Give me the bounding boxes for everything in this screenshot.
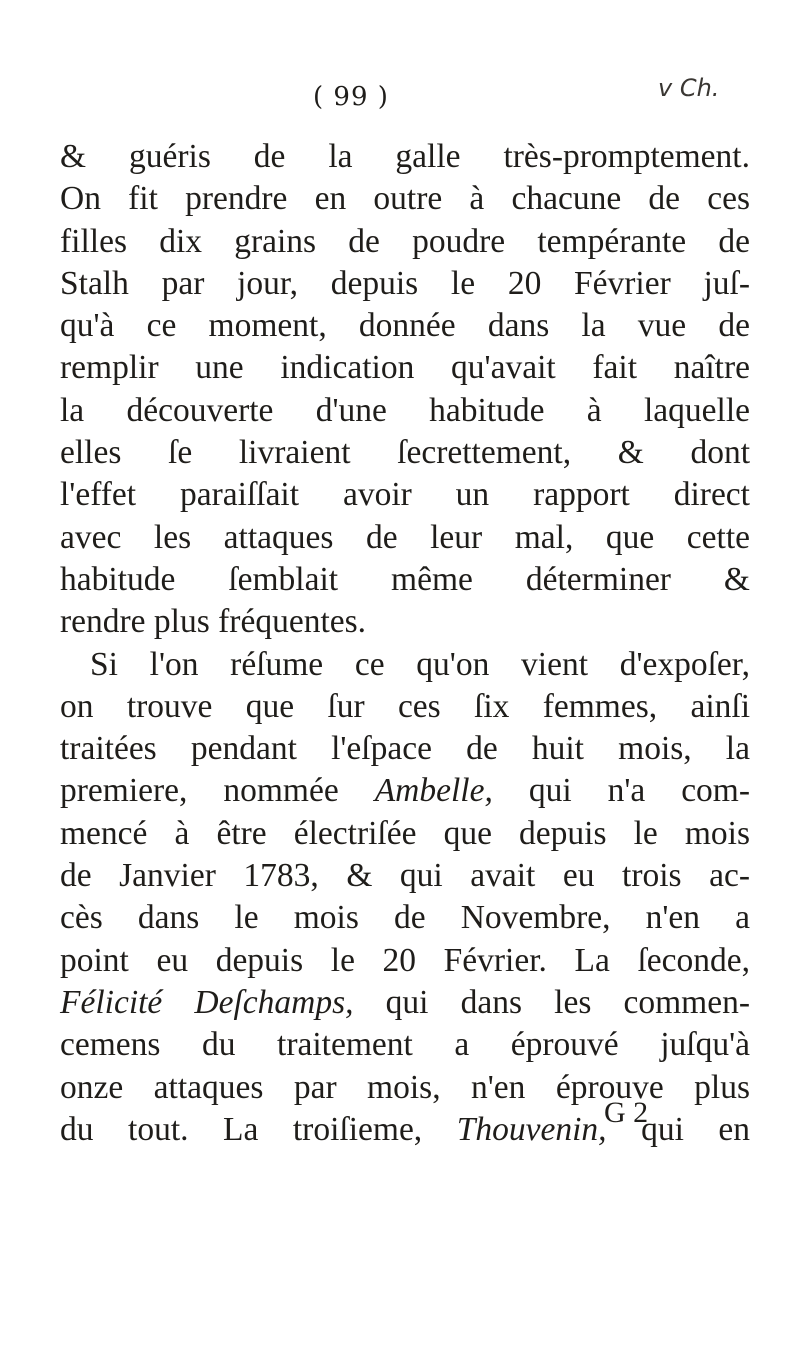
text-line — [60, 770, 750, 812]
text-line: onze attaques par mois, n'en éprouve plus — [60, 1068, 750, 1106]
text-line: la découverte d'une habitude à laquelle — [60, 391, 750, 429]
text-line: rendre plus fréquentes. — [60, 603, 367, 641]
text-line: l'effet paraiſſait avoir un rapport direct — [60, 476, 750, 514]
text-segment: qui en — [641, 1110, 751, 1148]
text-line: Stalh par jour, depuis le 20 Février juſ- — [60, 264, 750, 302]
text-line: Si l'on réſume ce qu'on vient d'expoſer, — [90, 645, 750, 683]
text-line: avec les attaques de leur mal, que cette — [60, 518, 750, 556]
text-line: de Janvier 1783, & qui avait eu trois ac- — [60, 857, 750, 895]
signature-mark: G 2 — [604, 1096, 649, 1129]
page-header — [0, 74, 800, 126]
text-line: mencé à être électriſée que depuis le mois — [60, 814, 750, 852]
text-line: habitude ſemblait même déterminer & — [60, 560, 750, 598]
text-line: filles dix grains de poudre tempérante de — [60, 222, 750, 260]
text-line: on trouve que ſur ces ſix femmes, ainſi — [60, 687, 750, 725]
person-name: Félicité Deſchamps, — [60, 983, 354, 1021]
body-text — [60, 136, 750, 1151]
text-segment: qui n'a com- — [528, 772, 751, 810]
text-segment: du tout. La troiſieme, — [60, 1110, 423, 1148]
handwritten-pencil-mark: v Ch. — [658, 74, 720, 102]
text-line: On fit prendre en outre à chacune de ces — [60, 180, 750, 218]
person-name: Thouvenin, — [456, 1110, 607, 1148]
page-number: ( 99 ) — [313, 82, 389, 112]
text-line: traitées pendant l'eſpace de huit mois, la — [60, 730, 750, 768]
text-line: point eu depuis le 20 Février. La ſeconde, — [60, 941, 750, 979]
text-line: cès dans le mois de Novembre, n'en a — [60, 899, 750, 937]
text-segment: premiere, nommée — [60, 772, 339, 810]
text-line: qu'à ce moment, donnée dans la vue de — [60, 307, 750, 345]
text-line: elles ſe livraient ſecrettement, & dont — [60, 434, 750, 472]
text-line — [60, 982, 750, 1024]
text-line: & guéris de la galle très-promptement. — [60, 138, 750, 175]
text-line: remplir une indication qu'avait fait naître — [60, 349, 750, 387]
person-name: Ambelle, — [374, 772, 493, 810]
text-line: cemens du traitement a éprouvé juſqu'à — [60, 1026, 750, 1064]
text-segment: qui dans les commen- — [385, 983, 751, 1021]
